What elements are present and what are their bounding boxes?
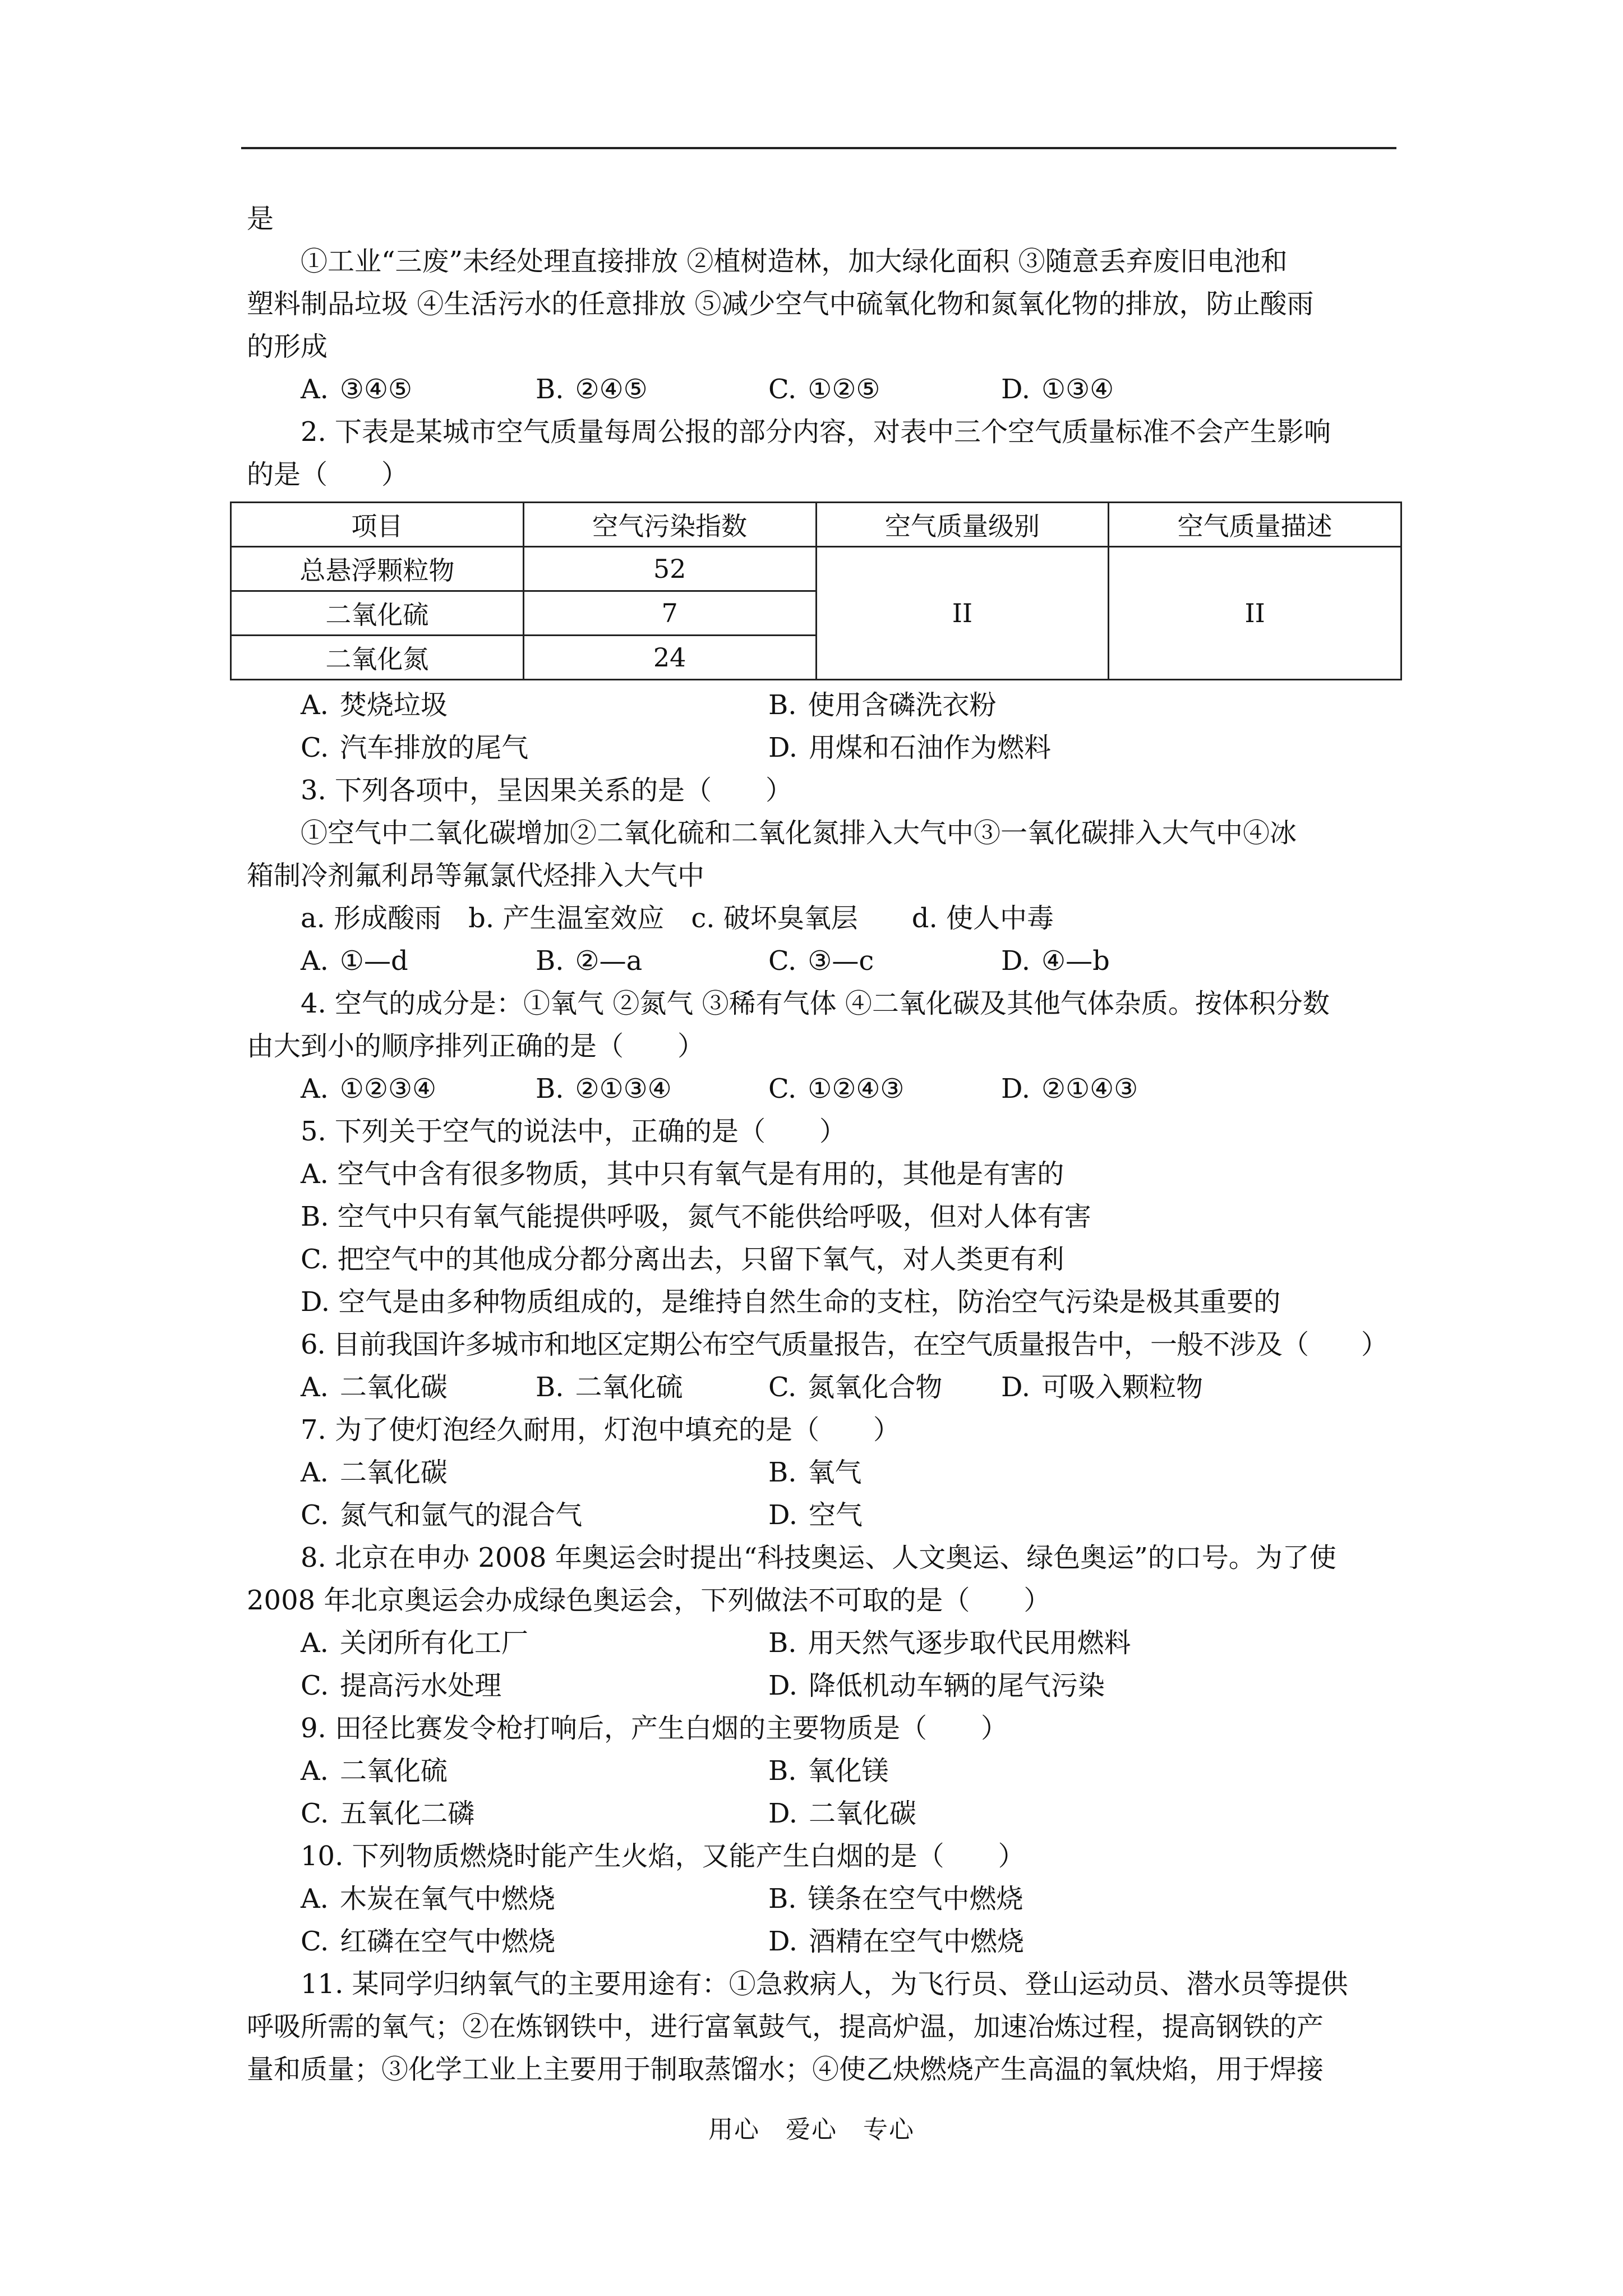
- q10-options-row1: [247, 1878, 1396, 1920]
- q1-option-c: C. ①②⑤: [768, 374, 880, 405]
- q10-option-d: D. 酒精在空气中燃烧: [768, 1926, 1025, 1957]
- q9-option-c: C. 五氧化二磷: [301, 1798, 475, 1829]
- q3-option-d: D. ④—b: [1001, 945, 1110, 977]
- q5-option-a: A. 空气中含有很多物质，其中只有氧气是有用的，其他是有害的: [301, 1158, 1064, 1190]
- q6-options: [247, 1366, 1396, 1409]
- q11-line1: 11. 某同学归纳氧气的主要用途有：①急救病人，为飞行员、登山运动员、潜水员等提供: [301, 1968, 1348, 2000]
- q2-option-d: D. 用煤和石油作为燃料: [768, 732, 1052, 763]
- q1-options: [247, 368, 1396, 411]
- q8-stem-line1: 8. 北京在申办 2008 年奥运会时提出“科技奥运、人文奥运、绿色奥运”的口号。为了使: [301, 1542, 1336, 1573]
- q4-option-d: D. ②①④③: [1001, 1073, 1138, 1105]
- q7-option-b: B. 氧气: [768, 1457, 862, 1488]
- q11-line2: 呼吸所需的氧气；②在炼钢铁中，进行富氧鼓气，提高炉温，加速冶炼过程，提高钢铁的产: [247, 2011, 1324, 2042]
- q4-options: [247, 1068, 1396, 1110]
- q5-stem: 5. 下列关于空气的说法中，正确的是（ ）: [301, 1116, 847, 1147]
- q10-options-row2: [247, 1920, 1396, 1963]
- q6-option-c: C. 氮氧化合物: [768, 1372, 943, 1403]
- table-cell-level: II: [816, 547, 1109, 680]
- q9-options-row2: [247, 1792, 1396, 1835]
- q7-option-a: A. 二氧化碳: [301, 1457, 448, 1488]
- q2-stem-line1: 2. 下表是某城市空气质量每周公报的部分内容，对表中三个空气质量标准不会产生影响: [301, 416, 1331, 448]
- q8-option-b: B. 用天然气逐步取代民用燃料: [768, 1627, 1131, 1659]
- table-header-row: [231, 503, 1401, 547]
- q2-stem-line2: 的是（ ）: [247, 459, 409, 490]
- q9-stem: 9. 田径比赛发令枪打响后，产生白烟的主要物质是（ ）: [301, 1713, 1008, 1744]
- table-cell-index: 52: [523, 547, 816, 591]
- q8-stem-line2: 2008 年北京奥运会办成绿色奥运会，下列做法不可取的是（ ）: [247, 1585, 1051, 1616]
- table-cell-description: II: [1109, 547, 1401, 680]
- q6-stem: 6. 目前我国许多城市和地区定期公布空气质量报告，在空气质量报告中，一般不涉及（ ）: [301, 1329, 1388, 1360]
- q3-options: [247, 940, 1396, 982]
- table-row: [231, 547, 1401, 591]
- q2-option-c: C. 汽车排放的尾气: [301, 732, 529, 763]
- q7-stem: 7. 为了使灯泡经久耐用，灯泡中填充的是（ ）: [301, 1414, 901, 1446]
- q7-option-d: D. 空气: [768, 1499, 863, 1531]
- q3-option-b: B. ②—a: [536, 945, 643, 977]
- q11-line3: 量和质量；③化学工业上主要用于制取蒸馏水；④使乙炔燃烧产生高温的氧炔焰，用于焊接: [247, 2054, 1324, 2085]
- q4-option-b: B. ②①③④: [536, 1073, 672, 1105]
- q3-option-a: A. ①—d: [301, 945, 408, 977]
- q10-option-c: C. 红磷在空气中燃烧: [301, 1926, 556, 1957]
- q2-option-b: B. 使用含磷洗衣粉: [768, 689, 997, 721]
- q2-options-row1: [247, 684, 1396, 726]
- q3-items-line1: ①空气中二氧化碳增加②二氧化硫和二氧化氮排入大气中③一氧化碳排入大气中④冰: [301, 817, 1297, 849]
- header-rule: [241, 147, 1396, 149]
- q1-option-d: D. ①③④: [1001, 374, 1114, 405]
- q4-stem-line2: 由大到小的顺序排列正确的是（ ）: [247, 1030, 705, 1062]
- q1-items-line2: 塑料制品垃圾 ④生活污水的任意排放 ⑤减少空气中硫氧化物和氮氧化物的排放，防止酸雨: [247, 288, 1314, 320]
- q6-option-d: D. 可吸入颗粒物: [1001, 1372, 1204, 1403]
- q5-option-d: D. 空气是由多种物质组成的，是维持自然生命的支柱，防治空气污染是极其重要的: [301, 1286, 1281, 1318]
- q3-option-c: C. ③—c: [768, 945, 874, 977]
- q7-options-row1: [247, 1451, 1396, 1494]
- q9-option-a: A. 二氧化硫: [301, 1755, 448, 1787]
- q1-option-b: B. ②④⑤: [536, 374, 648, 405]
- q1-items-line1: ①工业“三废”未经处理直接排放 ②植树造林，加大绿化面积 ③随意丢弃废旧电池和: [301, 246, 1288, 277]
- q3-stem: 3. 下列各项中，呈因果关系的是（ ）: [301, 775, 793, 806]
- q4-stem-line1: 4. 空气的成分是：①氧气 ②氮气 ③稀有气体 ④二氧化碳及其他气体杂质。按体积分数: [301, 988, 1330, 1019]
- q2-option-a: A. 焚烧垃圾: [301, 689, 448, 721]
- q1-items-line3: 的形成: [247, 331, 328, 362]
- table-cell-item: 二氧化硫: [231, 591, 524, 636]
- q8-option-c: C. 提高污水处理: [301, 1670, 502, 1701]
- table-cell-item: 二氧化氮: [231, 636, 524, 680]
- air-quality-table: [230, 501, 1402, 680]
- q6-option-b: B. 二氧化硫: [536, 1372, 683, 1403]
- table-cell-index: 7: [523, 591, 816, 636]
- question-content: [247, 197, 1396, 2091]
- table-header: 空气质量级别: [816, 503, 1109, 547]
- q4-option-c: C. ①②④③: [768, 1073, 905, 1105]
- q1-stem-end: 是: [247, 203, 274, 234]
- table-header: 项目: [231, 503, 524, 547]
- q10-option-b: B. 镁条在空气中燃烧: [768, 1883, 1023, 1915]
- q10-stem: 10. 下列物质燃烧时能产生火焰，又能产生白烟的是（ ）: [301, 1841, 1025, 1872]
- q4-option-a: A. ①②③④: [301, 1073, 437, 1105]
- q3-items-line2: 箱制冷剂氟利昂等氟氯代烃排入大气中: [247, 860, 705, 891]
- table-cell-index: 24: [523, 636, 816, 680]
- q10-option-a: A. 木炭在氧气中燃烧: [301, 1883, 555, 1915]
- q5-option-b: B. 空气中只有氧气能提供呼吸，氮气不能供给呼吸，但对人体有害: [301, 1201, 1091, 1232]
- table-header: 空气质量描述: [1109, 503, 1401, 547]
- table-header: 空气污染指数: [523, 503, 816, 547]
- q5-option-c: C. 把空气中的其他成分都分离出去，只留下氧气，对人类更有利: [301, 1244, 1064, 1275]
- q7-option-c: C. 氮气和氩气的混合气: [301, 1499, 583, 1531]
- q6-option-a: A. 二氧化碳: [301, 1372, 448, 1403]
- page-footer: 用心 爱心 专心: [708, 2115, 915, 2144]
- q8-options-row2: [247, 1664, 1396, 1707]
- table-cell-item: 总悬浮颗粒物: [231, 547, 524, 591]
- q3-effects: a. 形成酸雨 b. 产生温室效应 c. 破坏臭氧层 d. 使人中毒: [301, 903, 1054, 934]
- q8-options-row1: [247, 1622, 1396, 1664]
- q1-option-a: A. ③④⑤: [301, 374, 413, 405]
- q9-option-b: B. 氧化镁: [768, 1755, 889, 1787]
- q8-option-d: D. 降低机动车辆的尾气污染: [768, 1670, 1105, 1701]
- q9-option-d: D. 二氧化碳: [768, 1798, 917, 1829]
- q8-option-a: A. 关闭所有化工厂: [301, 1627, 528, 1659]
- q7-options-row2: [247, 1494, 1396, 1536]
- q2-options-row2: [247, 726, 1396, 769]
- q9-options-row1: [247, 1750, 1396, 1792]
